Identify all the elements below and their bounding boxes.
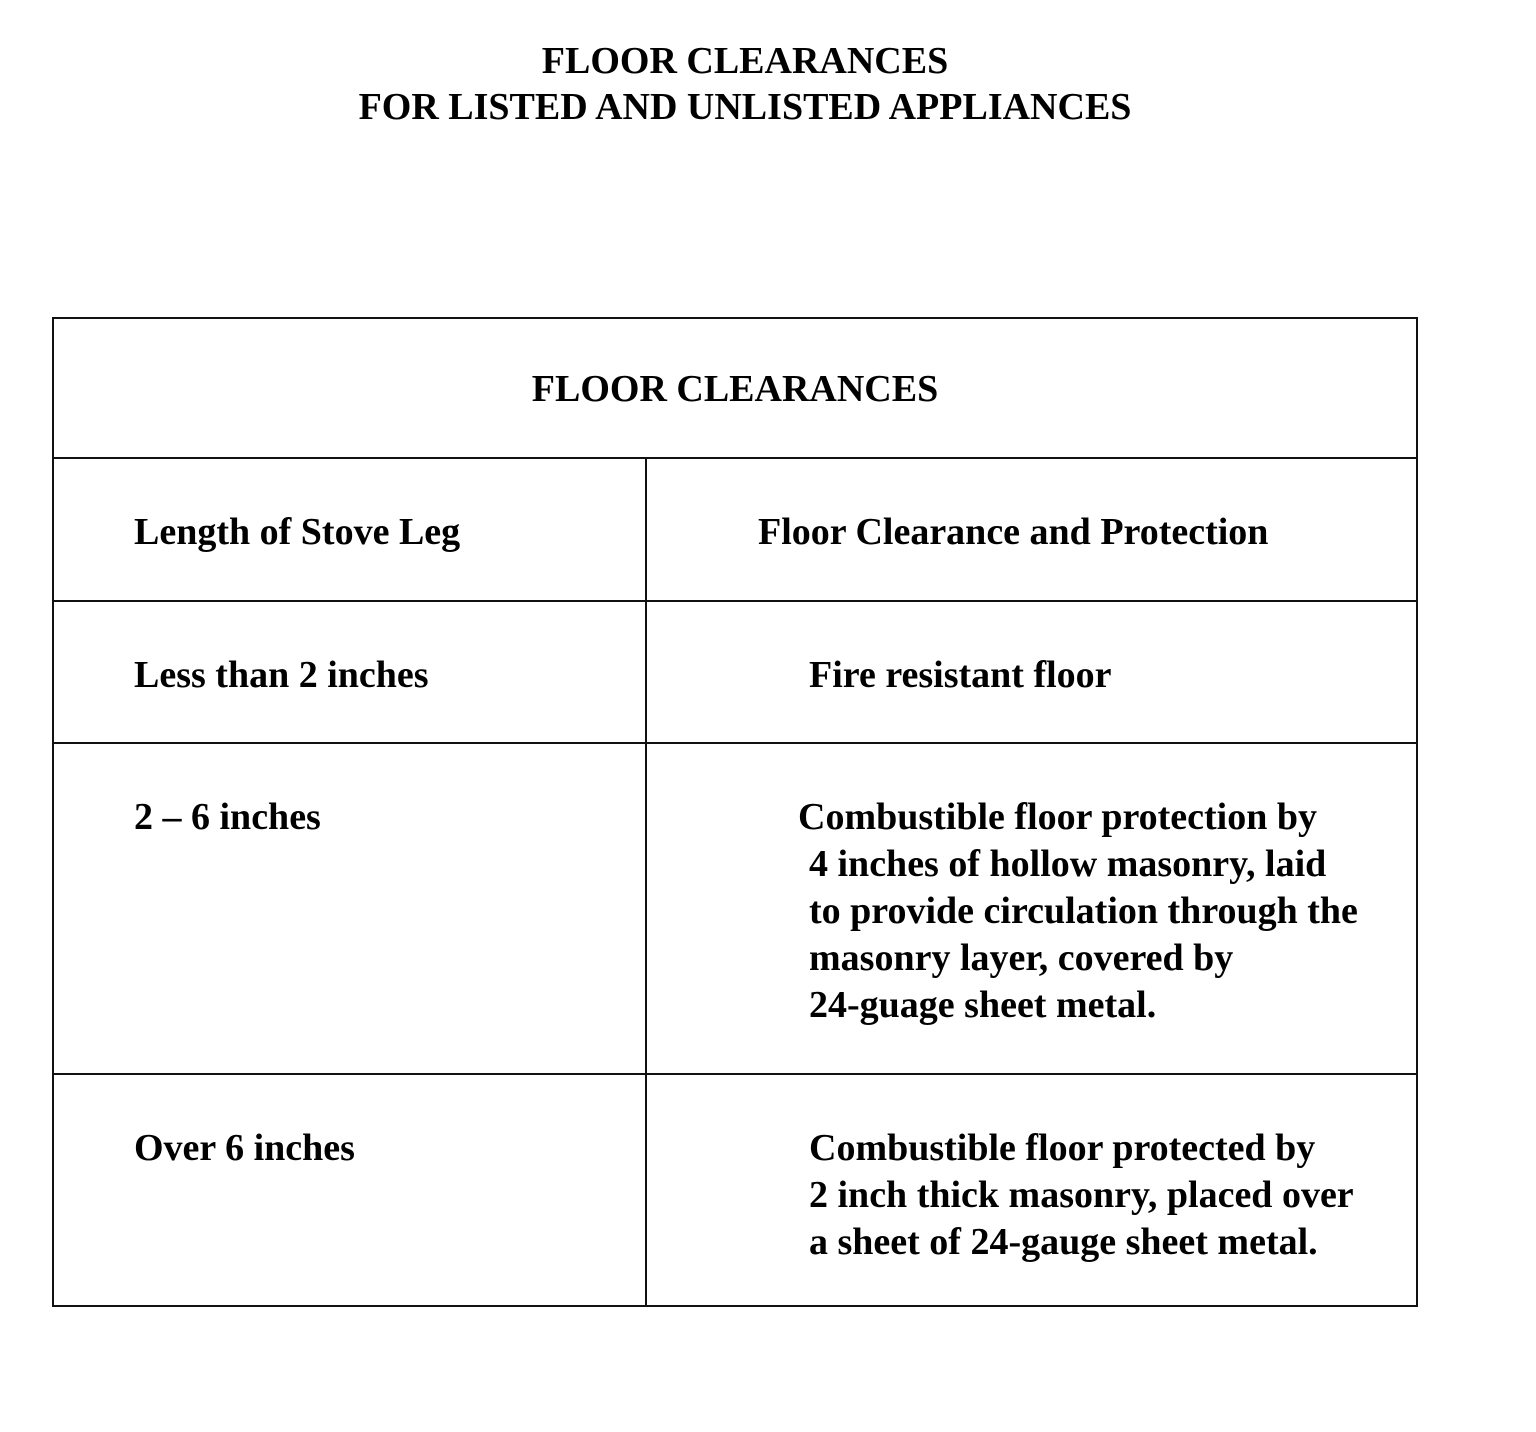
protection-text [809, 1125, 1354, 1266]
leg-length-text: Less than 2 inches [134, 654, 429, 696]
protection-line: 24-guage sheet metal. [809, 984, 1157, 1026]
protection-line: 2 inch thick masonry, placed over [809, 1174, 1354, 1216]
leg-length-cell [54, 1075, 647, 1305]
protection-line: a sheet of 24-gauge sheet metal. [809, 1221, 1318, 1263]
table-row [54, 1075, 1416, 1305]
column-header-leg-length: Length of Stove Leg [134, 511, 461, 553]
protection-cell [647, 602, 1416, 742]
protection-line: 4 inches of hollow masonry, laid [809, 843, 1327, 885]
table-row [54, 602, 1416, 744]
title-line-1: FLOOR CLEARANCES [541, 40, 949, 82]
protection-text [809, 652, 1112, 699]
leg-length-cell [54, 602, 647, 742]
leg-length-cell [54, 744, 647, 1073]
protection-line: to provide circulation through the [809, 890, 1358, 932]
protection-cell [647, 744, 1416, 1073]
document-title [330, 38, 1160, 130]
protection-cell [647, 1075, 1416, 1305]
protection-line: masonry layer, covered by [809, 937, 1234, 979]
column-header-right-cell [647, 459, 1416, 600]
leg-length-text: 2 – 6 inches [134, 796, 321, 838]
floor-clearances-table [52, 317, 1418, 1307]
protection-line: Fire resistant floor [809, 654, 1112, 696]
leg-length-text: Over 6 inches [134, 1127, 355, 1169]
table-row [54, 744, 1416, 1075]
table-header: FLOOR CLEARANCES [54, 319, 1416, 459]
protection-line: Combustible floor protected by [809, 1127, 1316, 1169]
title-line-2: FOR LISTED AND UNLISTED APPLIANCES [358, 86, 1132, 128]
column-header-left-cell [54, 459, 647, 600]
table-column-header-row [54, 459, 1416, 602]
column-header-protection: Floor Clearance and Protection [758, 511, 1269, 553]
protection-text [798, 794, 1358, 1029]
protection-line: Combustible floor protection by [798, 796, 1317, 838]
